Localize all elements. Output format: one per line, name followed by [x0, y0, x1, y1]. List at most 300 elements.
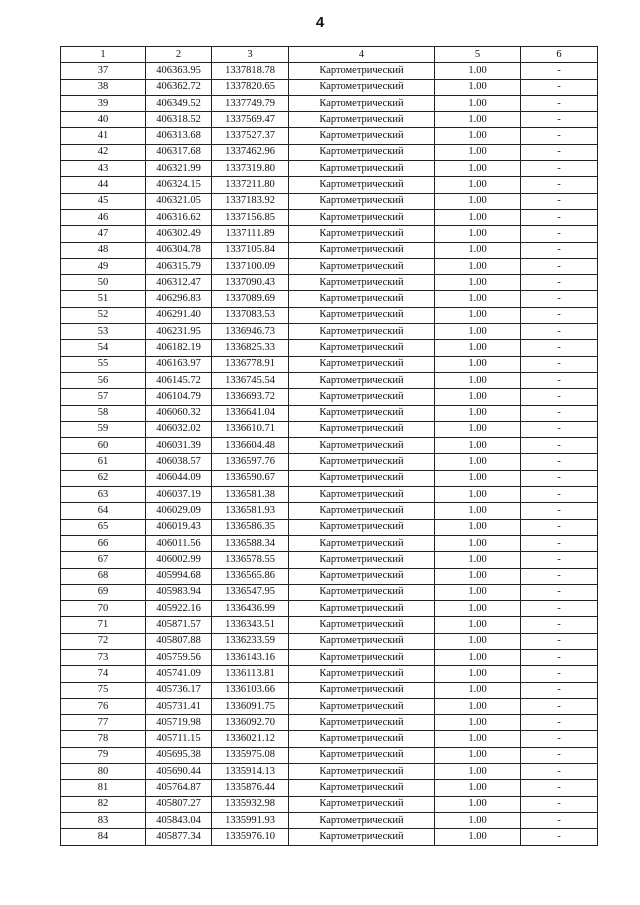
- y-coordinate-cell: 1336547.95: [212, 584, 289, 600]
- method-cell: Картометрический: [289, 503, 435, 519]
- method-cell: Картометрический: [289, 829, 435, 845]
- note-cell: -: [521, 389, 598, 405]
- x-coordinate-cell: 406315.79: [146, 258, 212, 274]
- accuracy-cell: 1.00: [435, 340, 521, 356]
- point-number-cell: 39: [61, 95, 146, 111]
- accuracy-cell: 1.00: [435, 649, 521, 665]
- accuracy-cell: 1.00: [435, 764, 521, 780]
- note-cell: -: [521, 356, 598, 372]
- table-row: [61, 226, 598, 242]
- y-coordinate-cell: 1337089.69: [212, 291, 289, 307]
- y-coordinate-cell: 1337183.92: [212, 193, 289, 209]
- x-coordinate-cell: 405690.44: [146, 764, 212, 780]
- note-cell: -: [521, 438, 598, 454]
- point-number-cell: 53: [61, 324, 146, 340]
- y-coordinate-cell: 1336604.48: [212, 438, 289, 454]
- method-cell: Картометрический: [289, 112, 435, 128]
- accuracy-cell: 1.00: [435, 812, 521, 828]
- method-cell: Картометрический: [289, 438, 435, 454]
- point-number-cell: 76: [61, 698, 146, 714]
- point-number-cell: 71: [61, 617, 146, 633]
- point-number-cell: 70: [61, 601, 146, 617]
- table-row: [61, 584, 598, 600]
- y-coordinate-cell: 1335975.08: [212, 747, 289, 763]
- method-cell: Картометрический: [289, 242, 435, 258]
- method-cell: Картометрический: [289, 535, 435, 551]
- y-coordinate-cell: 1336590.67: [212, 470, 289, 486]
- x-coordinate-cell: 406163.97: [146, 356, 212, 372]
- note-cell: -: [521, 275, 598, 291]
- accuracy-cell: 1.00: [435, 829, 521, 845]
- accuracy-cell: 1.00: [435, 421, 521, 437]
- x-coordinate-cell: 406362.72: [146, 79, 212, 95]
- method-cell: Картометрический: [289, 193, 435, 209]
- table-row: [61, 177, 598, 193]
- accuracy-cell: 1.00: [435, 372, 521, 388]
- x-coordinate-cell: 406317.68: [146, 144, 212, 160]
- method-cell: Картометрический: [289, 258, 435, 274]
- method-cell: Картометрический: [289, 307, 435, 323]
- table-row: [61, 258, 598, 274]
- y-coordinate-cell: 1336113.81: [212, 666, 289, 682]
- page-number: 4: [315, 14, 325, 31]
- method-cell: Картометрический: [289, 144, 435, 160]
- accuracy-cell: 1.00: [435, 209, 521, 225]
- header-row: [61, 47, 598, 63]
- table-row: [61, 552, 598, 568]
- table-row: [61, 79, 598, 95]
- x-coordinate-cell: 405807.27: [146, 796, 212, 812]
- table-body: [61, 63, 598, 845]
- table-row: [61, 438, 598, 454]
- table-header: [61, 47, 598, 63]
- y-coordinate-cell: 1336436.99: [212, 601, 289, 617]
- table-row: [61, 568, 598, 584]
- x-coordinate-cell: 406313.68: [146, 128, 212, 144]
- x-coordinate-cell: 405741.09: [146, 666, 212, 682]
- point-number-cell: 44: [61, 177, 146, 193]
- method-cell: Картометрический: [289, 340, 435, 356]
- point-number-cell: 65: [61, 519, 146, 535]
- point-number-cell: 59: [61, 421, 146, 437]
- x-coordinate-cell: 405759.56: [146, 649, 212, 665]
- note-cell: -: [521, 503, 598, 519]
- table-row: [61, 535, 598, 551]
- point-number-cell: 52: [61, 307, 146, 323]
- x-coordinate-cell: 406029.09: [146, 503, 212, 519]
- method-cell: Картометрический: [289, 764, 435, 780]
- note-cell: -: [521, 698, 598, 714]
- method-cell: Картометрический: [289, 796, 435, 812]
- x-coordinate-cell: 406011.56: [146, 535, 212, 551]
- x-coordinate-cell: 406044.09: [146, 470, 212, 486]
- point-number-cell: 69: [61, 584, 146, 600]
- note-cell: -: [521, 193, 598, 209]
- accuracy-cell: 1.00: [435, 79, 521, 95]
- table-row: [61, 193, 598, 209]
- table-row: [61, 519, 598, 535]
- y-coordinate-cell: 1337569.47: [212, 112, 289, 128]
- x-coordinate-cell: 405877.34: [146, 829, 212, 845]
- x-coordinate-cell: 406037.19: [146, 487, 212, 503]
- note-cell: -: [521, 79, 598, 95]
- method-cell: Картометрический: [289, 372, 435, 388]
- note-cell: -: [521, 324, 598, 340]
- note-cell: -: [521, 764, 598, 780]
- note-cell: -: [521, 584, 598, 600]
- x-coordinate-cell: 406321.05: [146, 193, 212, 209]
- y-coordinate-cell: 1336091.75: [212, 698, 289, 714]
- y-coordinate-cell: 1336343.51: [212, 617, 289, 633]
- y-coordinate-cell: 1336586.35: [212, 519, 289, 535]
- point-number-cell: 56: [61, 372, 146, 388]
- method-cell: Картометрический: [289, 389, 435, 405]
- table-row: [61, 161, 598, 177]
- note-cell: -: [521, 226, 598, 242]
- note-cell: -: [521, 633, 598, 649]
- table-row: [61, 356, 598, 372]
- table-row: [61, 633, 598, 649]
- x-coordinate-cell: 405695.38: [146, 747, 212, 763]
- accuracy-cell: 1.00: [435, 356, 521, 372]
- y-coordinate-cell: 1336143.16: [212, 649, 289, 665]
- method-cell: Картометрический: [289, 682, 435, 698]
- note-cell: -: [521, 242, 598, 258]
- method-cell: Картометрический: [289, 812, 435, 828]
- note-cell: -: [521, 682, 598, 698]
- accuracy-cell: 1.00: [435, 389, 521, 405]
- point-number-cell: 43: [61, 161, 146, 177]
- point-number-cell: 41: [61, 128, 146, 144]
- note-cell: -: [521, 470, 598, 486]
- method-cell: Картометрический: [289, 617, 435, 633]
- x-coordinate-cell: 406318.52: [146, 112, 212, 128]
- x-coordinate-cell: 405983.94: [146, 584, 212, 600]
- table-row: [61, 503, 598, 519]
- x-coordinate-cell: 406291.40: [146, 307, 212, 323]
- point-number-cell: 80: [61, 764, 146, 780]
- accuracy-cell: 1.00: [435, 226, 521, 242]
- note-cell: -: [521, 649, 598, 665]
- point-number-cell: 48: [61, 242, 146, 258]
- method-cell: Картометрический: [289, 291, 435, 307]
- point-number-cell: 51: [61, 291, 146, 307]
- point-number-cell: 45: [61, 193, 146, 209]
- note-cell: -: [521, 780, 598, 796]
- table-row: [61, 731, 598, 747]
- table-row: [61, 764, 598, 780]
- point-number-cell: 78: [61, 731, 146, 747]
- y-coordinate-cell: 1336641.04: [212, 405, 289, 421]
- note-cell: -: [521, 829, 598, 845]
- accuracy-cell: 1.00: [435, 796, 521, 812]
- table-row: [61, 112, 598, 128]
- y-coordinate-cell: 1336581.93: [212, 503, 289, 519]
- x-coordinate-cell: 406324.15: [146, 177, 212, 193]
- accuracy-cell: 1.00: [435, 487, 521, 503]
- x-coordinate-cell: 405807.88: [146, 633, 212, 649]
- point-number-cell: 66: [61, 535, 146, 551]
- x-coordinate-cell: 406231.95: [146, 324, 212, 340]
- point-number-cell: 42: [61, 144, 146, 160]
- accuracy-cell: 1.00: [435, 438, 521, 454]
- method-cell: Картометрический: [289, 209, 435, 225]
- y-coordinate-cell: 1336092.70: [212, 715, 289, 731]
- method-cell: Картометрический: [289, 470, 435, 486]
- x-coordinate-cell: 406032.02: [146, 421, 212, 437]
- accuracy-cell: 1.00: [435, 470, 521, 486]
- x-coordinate-cell: 405871.57: [146, 617, 212, 633]
- y-coordinate-cell: 1337111.89: [212, 226, 289, 242]
- note-cell: -: [521, 812, 598, 828]
- note-cell: -: [521, 715, 598, 731]
- note-cell: -: [521, 796, 598, 812]
- y-coordinate-cell: 1335991.93: [212, 812, 289, 828]
- x-coordinate-cell: 406060.32: [146, 405, 212, 421]
- note-cell: -: [521, 405, 598, 421]
- accuracy-cell: 1.00: [435, 63, 521, 79]
- table-row: [61, 144, 598, 160]
- y-coordinate-cell: 1336581.38: [212, 487, 289, 503]
- accuracy-cell: 1.00: [435, 747, 521, 763]
- method-cell: Картометрический: [289, 177, 435, 193]
- y-coordinate-cell: 1336597.76: [212, 454, 289, 470]
- accuracy-cell: 1.00: [435, 698, 521, 714]
- method-cell: Картометрический: [289, 487, 435, 503]
- x-coordinate-cell: 406363.95: [146, 63, 212, 79]
- point-number-cell: 58: [61, 405, 146, 421]
- table-row: [61, 617, 598, 633]
- accuracy-cell: 1.00: [435, 633, 521, 649]
- method-cell: Картометрический: [289, 63, 435, 79]
- table-row: [61, 275, 598, 291]
- note-cell: -: [521, 731, 598, 747]
- column-header-5: 5: [435, 47, 521, 63]
- method-cell: Картометрический: [289, 747, 435, 763]
- point-number-cell: 77: [61, 715, 146, 731]
- y-coordinate-cell: 1337462.96: [212, 144, 289, 160]
- accuracy-cell: 1.00: [435, 617, 521, 633]
- table-row: [61, 470, 598, 486]
- x-coordinate-cell: 406316.62: [146, 209, 212, 225]
- accuracy-cell: 1.00: [435, 258, 521, 274]
- note-cell: -: [521, 258, 598, 274]
- table-row: [61, 291, 598, 307]
- method-cell: Картометрический: [289, 161, 435, 177]
- note-cell: -: [521, 128, 598, 144]
- point-number-cell: 54: [61, 340, 146, 356]
- accuracy-cell: 1.00: [435, 519, 521, 535]
- y-coordinate-cell: 1336233.59: [212, 633, 289, 649]
- x-coordinate-cell: 405764.87: [146, 780, 212, 796]
- accuracy-cell: 1.00: [435, 454, 521, 470]
- y-coordinate-cell: 1337319.80: [212, 161, 289, 177]
- note-cell: -: [521, 666, 598, 682]
- method-cell: Картометрический: [289, 95, 435, 111]
- x-coordinate-cell: 406031.39: [146, 438, 212, 454]
- accuracy-cell: 1.00: [435, 95, 521, 111]
- method-cell: Картометрический: [289, 633, 435, 649]
- y-coordinate-cell: 1336610.71: [212, 421, 289, 437]
- accuracy-cell: 1.00: [435, 715, 521, 731]
- point-number-cell: 63: [61, 487, 146, 503]
- x-coordinate-cell: 406349.52: [146, 95, 212, 111]
- accuracy-cell: 1.00: [435, 291, 521, 307]
- note-cell: -: [521, 95, 598, 111]
- method-cell: Картометрический: [289, 79, 435, 95]
- table-row: [61, 242, 598, 258]
- accuracy-cell: 1.00: [435, 128, 521, 144]
- x-coordinate-cell: 406182.19: [146, 340, 212, 356]
- coordinates-table: [60, 46, 598, 846]
- y-coordinate-cell: 1337083.53: [212, 307, 289, 323]
- x-coordinate-cell: 405994.68: [146, 568, 212, 584]
- table-row: [61, 780, 598, 796]
- y-coordinate-cell: 1337749.79: [212, 95, 289, 111]
- accuracy-cell: 1.00: [435, 503, 521, 519]
- table-row: [61, 128, 598, 144]
- column-header-1: 1: [61, 47, 146, 63]
- point-number-cell: 73: [61, 649, 146, 665]
- y-coordinate-cell: 1337818.78: [212, 63, 289, 79]
- point-number-cell: 61: [61, 454, 146, 470]
- accuracy-cell: 1.00: [435, 601, 521, 617]
- x-coordinate-cell: 405843.04: [146, 812, 212, 828]
- column-header-4: 4: [289, 47, 435, 63]
- point-number-cell: 62: [61, 470, 146, 486]
- point-number-cell: 79: [61, 747, 146, 763]
- table-row: [61, 698, 598, 714]
- method-cell: Картометрический: [289, 666, 435, 682]
- method-cell: Картометрический: [289, 405, 435, 421]
- method-cell: Картометрический: [289, 568, 435, 584]
- table-row: [61, 63, 598, 79]
- point-number-cell: 60: [61, 438, 146, 454]
- point-number-cell: 37: [61, 63, 146, 79]
- accuracy-cell: 1.00: [435, 307, 521, 323]
- point-number-cell: 46: [61, 209, 146, 225]
- y-coordinate-cell: 1336745.54: [212, 372, 289, 388]
- accuracy-cell: 1.00: [435, 682, 521, 698]
- table-row: [61, 324, 598, 340]
- accuracy-cell: 1.00: [435, 275, 521, 291]
- point-number-cell: 83: [61, 812, 146, 828]
- method-cell: Картометрический: [289, 780, 435, 796]
- accuracy-cell: 1.00: [435, 161, 521, 177]
- table-row: [61, 601, 598, 617]
- y-coordinate-cell: 1336588.34: [212, 535, 289, 551]
- x-coordinate-cell: 406145.72: [146, 372, 212, 388]
- table-row: [61, 95, 598, 111]
- column-header-2: 2: [146, 47, 212, 63]
- accuracy-cell: 1.00: [435, 568, 521, 584]
- point-number-cell: 67: [61, 552, 146, 568]
- accuracy-cell: 1.00: [435, 666, 521, 682]
- x-coordinate-cell: 405719.98: [146, 715, 212, 731]
- y-coordinate-cell: 1335876.44: [212, 780, 289, 796]
- x-coordinate-cell: 405736.17: [146, 682, 212, 698]
- point-number-cell: 81: [61, 780, 146, 796]
- note-cell: -: [521, 177, 598, 193]
- method-cell: Картометрический: [289, 275, 435, 291]
- table-row: [61, 209, 598, 225]
- note-cell: -: [521, 209, 598, 225]
- table-row: [61, 682, 598, 698]
- x-coordinate-cell: 405711.15: [146, 731, 212, 747]
- table-row: [61, 487, 598, 503]
- accuracy-cell: 1.00: [435, 584, 521, 600]
- method-cell: Картометрический: [289, 584, 435, 600]
- y-coordinate-cell: 1335976.10: [212, 829, 289, 845]
- y-coordinate-cell: 1336946.73: [212, 324, 289, 340]
- table-row: [61, 405, 598, 421]
- note-cell: -: [521, 535, 598, 551]
- point-number-cell: 47: [61, 226, 146, 242]
- method-cell: Картометрический: [289, 715, 435, 731]
- point-number-cell: 82: [61, 796, 146, 812]
- note-cell: -: [521, 372, 598, 388]
- note-cell: -: [521, 747, 598, 763]
- accuracy-cell: 1.00: [435, 242, 521, 258]
- note-cell: -: [521, 519, 598, 535]
- y-coordinate-cell: 1337156.85: [212, 209, 289, 225]
- point-number-cell: 75: [61, 682, 146, 698]
- x-coordinate-cell: 405922.16: [146, 601, 212, 617]
- x-coordinate-cell: 406104.79: [146, 389, 212, 405]
- note-cell: -: [521, 144, 598, 160]
- y-coordinate-cell: 1336565.86: [212, 568, 289, 584]
- point-number-cell: 74: [61, 666, 146, 682]
- point-number-cell: 38: [61, 79, 146, 95]
- note-cell: -: [521, 552, 598, 568]
- accuracy-cell: 1.00: [435, 177, 521, 193]
- table-row: [61, 829, 598, 845]
- accuracy-cell: 1.00: [435, 552, 521, 568]
- table-row: [61, 307, 598, 323]
- method-cell: Картометрический: [289, 128, 435, 144]
- column-header-6: 6: [521, 47, 598, 63]
- table-row: [61, 796, 598, 812]
- method-cell: Картометрический: [289, 356, 435, 372]
- accuracy-cell: 1.00: [435, 112, 521, 128]
- accuracy-cell: 1.00: [435, 731, 521, 747]
- note-cell: -: [521, 617, 598, 633]
- note-cell: -: [521, 112, 598, 128]
- y-coordinate-cell: 1336103.66: [212, 682, 289, 698]
- table-row: [61, 454, 598, 470]
- y-coordinate-cell: 1337100.09: [212, 258, 289, 274]
- point-number-cell: 55: [61, 356, 146, 372]
- method-cell: Картометрический: [289, 454, 435, 470]
- note-cell: -: [521, 454, 598, 470]
- method-cell: Картометрический: [289, 324, 435, 340]
- x-coordinate-cell: 406296.83: [146, 291, 212, 307]
- point-number-cell: 72: [61, 633, 146, 649]
- note-cell: -: [521, 421, 598, 437]
- x-coordinate-cell: 406304.78: [146, 242, 212, 258]
- table-row: [61, 812, 598, 828]
- table-row: [61, 666, 598, 682]
- method-cell: Картометрический: [289, 226, 435, 242]
- method-cell: Картометрический: [289, 731, 435, 747]
- table-row: [61, 340, 598, 356]
- method-cell: Картометрический: [289, 421, 435, 437]
- point-number-cell: 49: [61, 258, 146, 274]
- y-coordinate-cell: 1337820.65: [212, 79, 289, 95]
- y-coordinate-cell: 1335914.13: [212, 764, 289, 780]
- method-cell: Картометрический: [289, 601, 435, 617]
- point-number-cell: 57: [61, 389, 146, 405]
